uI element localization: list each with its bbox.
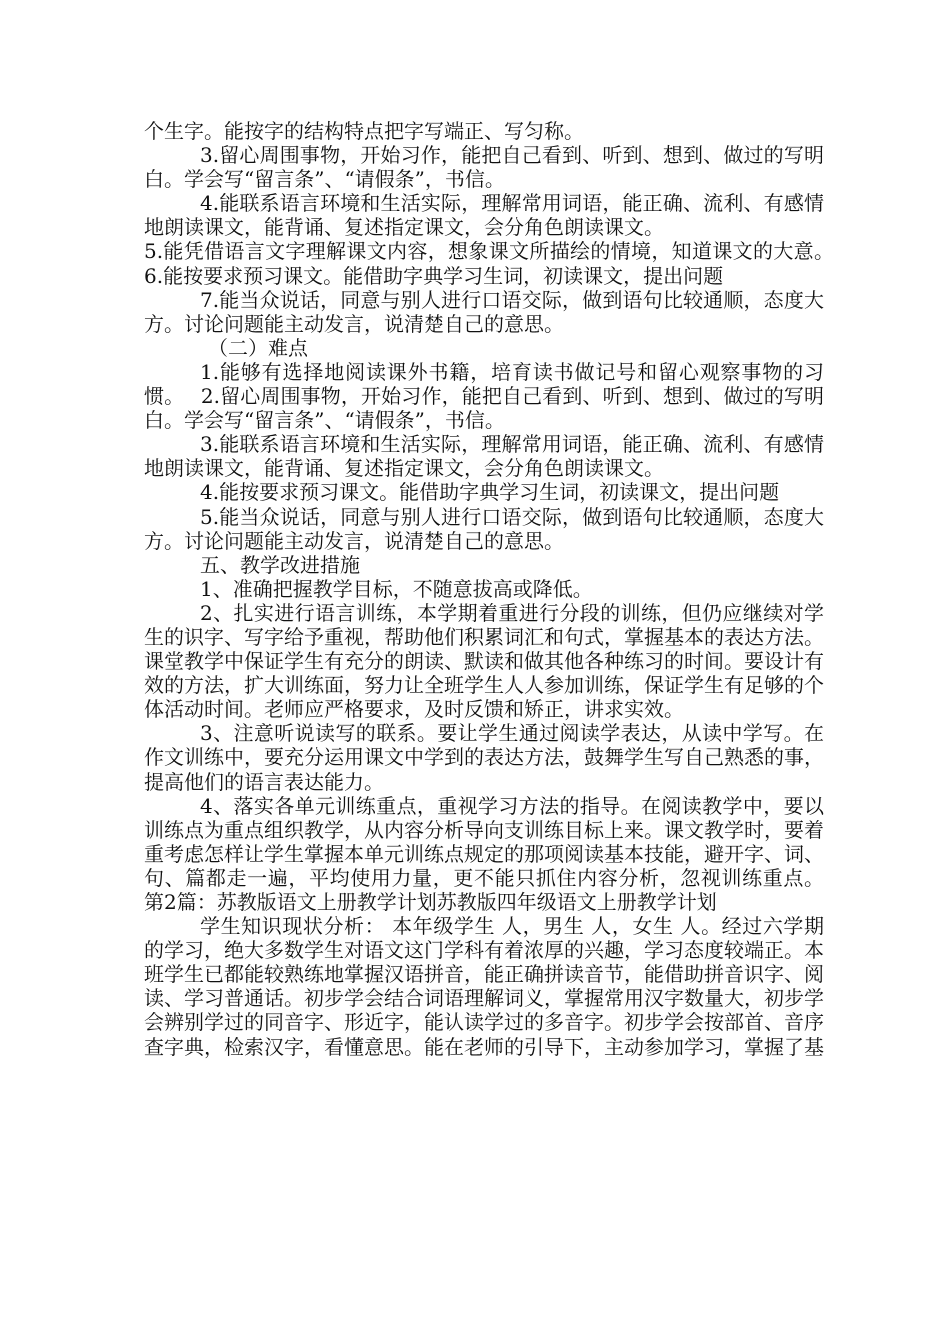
paragraph: 4.能按要求预习课文。能借助字典学习生词，初读课文，提出问题 <box>200 480 780 505</box>
paragraph: 个生字。能按字的结构特点把字写端正、写匀称。 <box>144 119 584 143</box>
document-body <box>144 119 851 1059</box>
paragraph: 3.留心周围事物，开始习作，能把自己看到、听到、想到、做过的写明白。学会写“留言条”、“请假条”，书信。 <box>144 143 824 192</box>
paragraph: 4.能联系语言环境和生活实际，理解常用词语，能正确、流利、有感情地朗读课文，能背诵、复述指定课文，会分角色朗读课文。 <box>144 191 824 240</box>
section-heading: 五、教学改进措施 <box>200 552 360 577</box>
paragraph: 7.能当众说话，同意与别人进行口语交际，做到语句比较通顺，态度大方。讨论问题能主动发言，说清楚自己的意思。 <box>144 287 824 336</box>
paragraph: 2、扎实进行语言训练，本学期着重进行分段的训练，但仍应继续对学生的识字、写字给予重视，帮助他们积累词汇和句式，掌握基本的表达方法。课堂教学中保证学生有充分的朗读、默读和做其他各种练习的时间。要设计有效的方法，扩大训练面，努力让全班学生人人参加训练，保证学生有足够的个体活动时间。老师应严格要求，及时反馈和矫正，讲求实效。 <box>144 600 824 722</box>
paragraph: 1、准确把握教学目标，不随意拔高或降低。 <box>200 576 593 601</box>
paragraph: 5.能凭借语言文字理解课文内容，想象课文所描绘的情境，知道课文的大意。 6.能按要求预习课文。能借助字典学习生词，初读课文，提出问题 <box>144 239 851 288</box>
paragraph: 1.能够有选择地阅读课外书籍，培育读书做记号和留心观察事物的习惯。 2.留心周围事物，开始习作，能把自己看到、听到、想到、做过的写明白。学会写“留言条”、“请假条”，书信。 <box>144 359 824 433</box>
paragraph: 5.能当众说话，同意与别人进行口语交际，做到语句比较通顺，态度大方。讨论问题能主动发言，说清楚自己的意思。 <box>144 504 824 553</box>
paragraph: 3、注意听说读写的联系。要让学生通过阅读学表达，从读中学写。在作文训练中，要充分运用课文中学到的表达方法，鼓舞学生写自己熟悉的事，提高他们的语言表达能力。 <box>144 721 824 794</box>
paragraph: 4、落实各单元训练重点，重视学习方法的指导。在阅读教学中，要以训练点为重点组织教学，从内容分析导向支训练目标上来。课文教学时，要着重考虑怎样让学生掌握本单元训练点规定的那项阅读基本技能，避开字、词、句、篇都走一遍，平均使用力量，更不能只抓住内容分析，忽视训练重点。 第2篇：苏教版语文上册教学计划苏教版四年级语文上册教学计划 <box>144 793 824 914</box>
paragraph: 学生知识现状分析： 本年级学生 人，男生 人，女生 人。经过六学期的学习，绝大多数学生对语文这门学科有着浓厚的兴趣，学习态度较端正。本班学生已都能较熟练地掌握汉语拼音，能正确拼读音节，能借助拼音识字、阅读、学习普通话。初步学会结合词语理解词义，掌握常用汉字数量大，初步学会辨别学过的同音字、形近字，能认读学过的多音字。初步学会按部首、音序查字典，检索汉字，看懂意思。能在老师的引导下，主动参加学习，掌握了基 <box>144 914 824 1059</box>
paragraph: 3.能联系语言环境和生活实际，理解常用词语，能正确、流利、有感情地朗读课文，能背诵、复述指定课文，会分角色朗读课文。 <box>144 432 824 481</box>
section-heading: （二）难点 <box>208 335 308 360</box>
